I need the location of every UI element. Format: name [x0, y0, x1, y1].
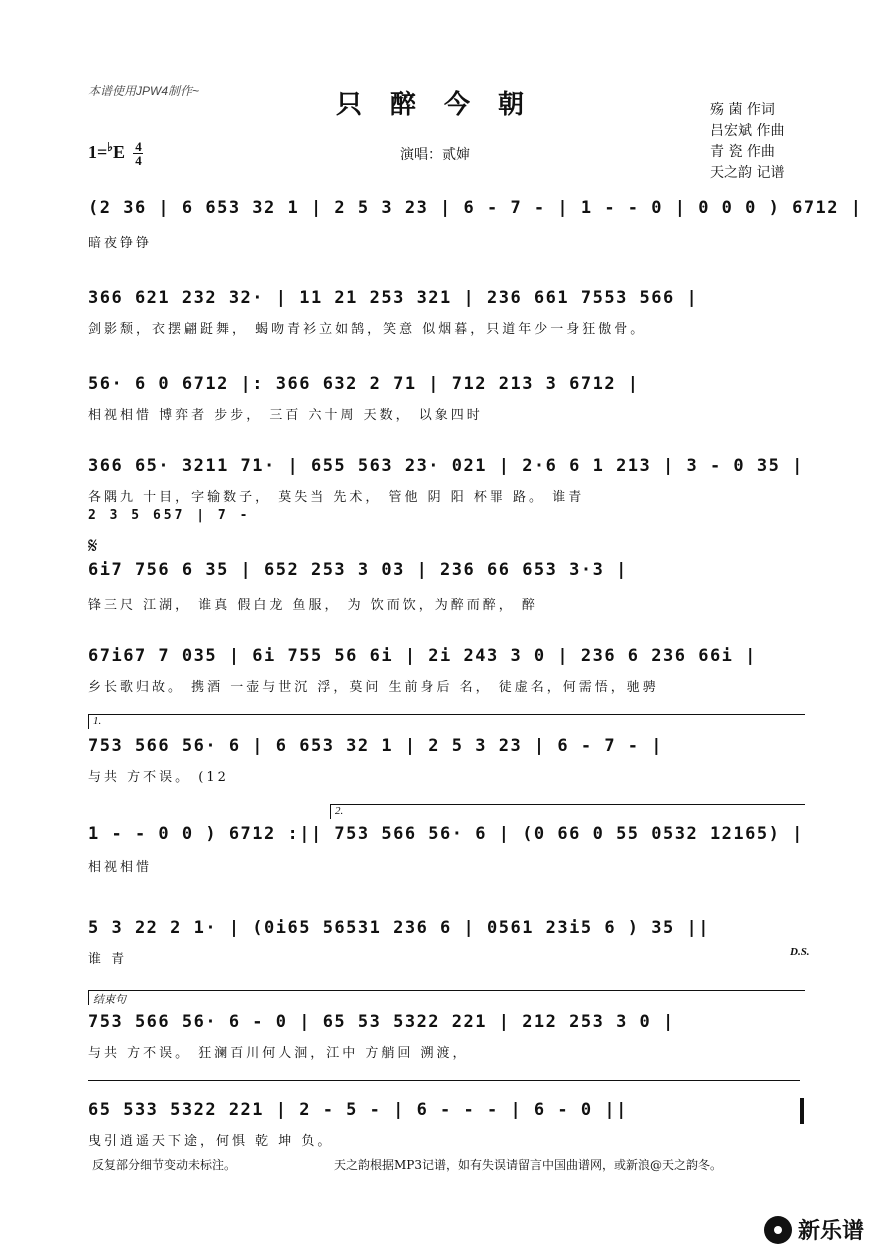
- volta-end: 结束句: [88, 990, 805, 1005]
- lyric-line-9: 谁 青: [88, 952, 128, 967]
- end-system-rule: [88, 1080, 800, 1081]
- lyric-line-5: 锋三尺 江湖， 谁真 假白龙 鱼服， 为 饮而饮，为醉而醉， 醉: [88, 598, 538, 613]
- lyric-line-8: 相视相惜: [88, 860, 153, 875]
- lyric-line-11: 曳引逍遥天下途，何惧 乾 坤 负。: [88, 1134, 334, 1149]
- score-line-6: 67i67 7 035 | 6i 755 56 6i | 2i 243 3 0 | 236 6 236 66i |: [88, 646, 757, 666]
- score-line-8: 1 - - 0 0 ) 6712 :|| 753 566 56· 6 | (0 66 0 55 0532 12165) |: [88, 824, 804, 844]
- key-signature: [88, 140, 143, 167]
- logo-text: 新乐谱: [798, 1219, 865, 1244]
- flat-sign: ♭: [107, 140, 113, 154]
- score-line-4: 366 65· 3211 71· | 655 563 23· 021 | 2·6 6 1 213 | 3 - 0 35 |: [88, 456, 804, 476]
- footer-note-left: 反复部分细节变动未标注。: [92, 1158, 237, 1172]
- credits: [710, 100, 784, 184]
- time-signature: $\frac{4}{4}$: [135, 139, 142, 169]
- volta-1: 1.: [88, 714, 805, 729]
- footer-note-right: 天之韵根据MP3记谱，如有失误请留言中国曲谱网，或新浪@天之韵冬。: [334, 1158, 722, 1172]
- lyric-line-4: 各隅九 十目，字输数子， 莫失当 先术， 管他 阴 阳 杯罪 路。 谁青: [88, 490, 585, 505]
- ds-mark: D.S.: [790, 946, 810, 958]
- jpw-note: 本谱使用JPW4制作~: [88, 84, 200, 98]
- lyric-line-2: 剑影颓，衣摆翩跹舞， 蝎吻青衫立如鹄，笑意 似烟暮，只道年少一身狂傲骨。: [88, 322, 647, 337]
- segno-sign: 𝄋: [88, 534, 98, 559]
- alt-line-4: 2 3 5 657 | 7 -: [88, 508, 251, 523]
- score-line-7: 753 566 56· 6 | 6 653 32 1 | 2 5 3 23 | 6 - 7 - |: [88, 736, 664, 756]
- score-line-9: 5 3 22 2 1· | (0i65 56531 236 6 | 0561 23i5 6 ) 35 ||: [88, 918, 710, 938]
- score-line-10: 753 566 56· 6 - 0 | 65 53 5322 221 | 212 253 3 0 |: [88, 1012, 675, 1032]
- disc-icon: [764, 1216, 792, 1244]
- key-note: E: [112, 142, 125, 162]
- singer: 演唱：贰婶: [400, 147, 470, 163]
- score-line-3: 56· 6 0 6712 |: 366 632 2 71 | 712 213 3 6712 |: [88, 374, 640, 394]
- credit-lyricist: 殇 菌 作词: [710, 102, 775, 118]
- site-logo: [764, 1214, 864, 1245]
- score-line-1: (2 36 | 6 653 32 1 | 2 5 3 23 | 6 - 7 - | 1 - - 0 | 0 0 0 ) 6712 |: [88, 198, 863, 218]
- credit-composer-2: 青 瓷 作曲: [710, 144, 775, 160]
- score-line-11: 65 533 5322 221 | 2 - 5 - | 6 - - - | 6 - 0 ||: [88, 1100, 628, 1120]
- credit-transcriber: 天之韵 记谱: [710, 165, 785, 181]
- lyric-line-1: 暗夜铮铮: [88, 236, 153, 251]
- credit-composer-1: 吕宏斌 作曲: [710, 123, 785, 139]
- lyric-line-6: 乡长歌归故。 携酒 一壶与世沉 浮，莫问 生前身后 名， 徒虚名，何需悟，驰骋: [88, 680, 659, 695]
- key-prefix: 1=: [88, 142, 108, 162]
- lyric-line-3: 相视相惜 博弈者 步步， 三百 六十周 天数， 以象四时: [88, 408, 483, 423]
- volta-2: 2.: [330, 804, 805, 819]
- lyric-line-7: 与共 方不误。 (12: [88, 770, 229, 785]
- score-line-5: 6i7 756 6 35 | 652 253 3 03 | 236 66 653 3·3 |: [88, 560, 628, 580]
- final-barline: [800, 1098, 804, 1124]
- lyric-line-10: 与共 方不误。 狂澜百川何人洄，江中 方艄回 溯渡，: [88, 1046, 469, 1061]
- song-title: 只醉今朝: [335, 90, 552, 120]
- score-line-2: 366 621 232 32· | 11 21 253 321 | 236 661 7553 566 |: [88, 288, 699, 308]
